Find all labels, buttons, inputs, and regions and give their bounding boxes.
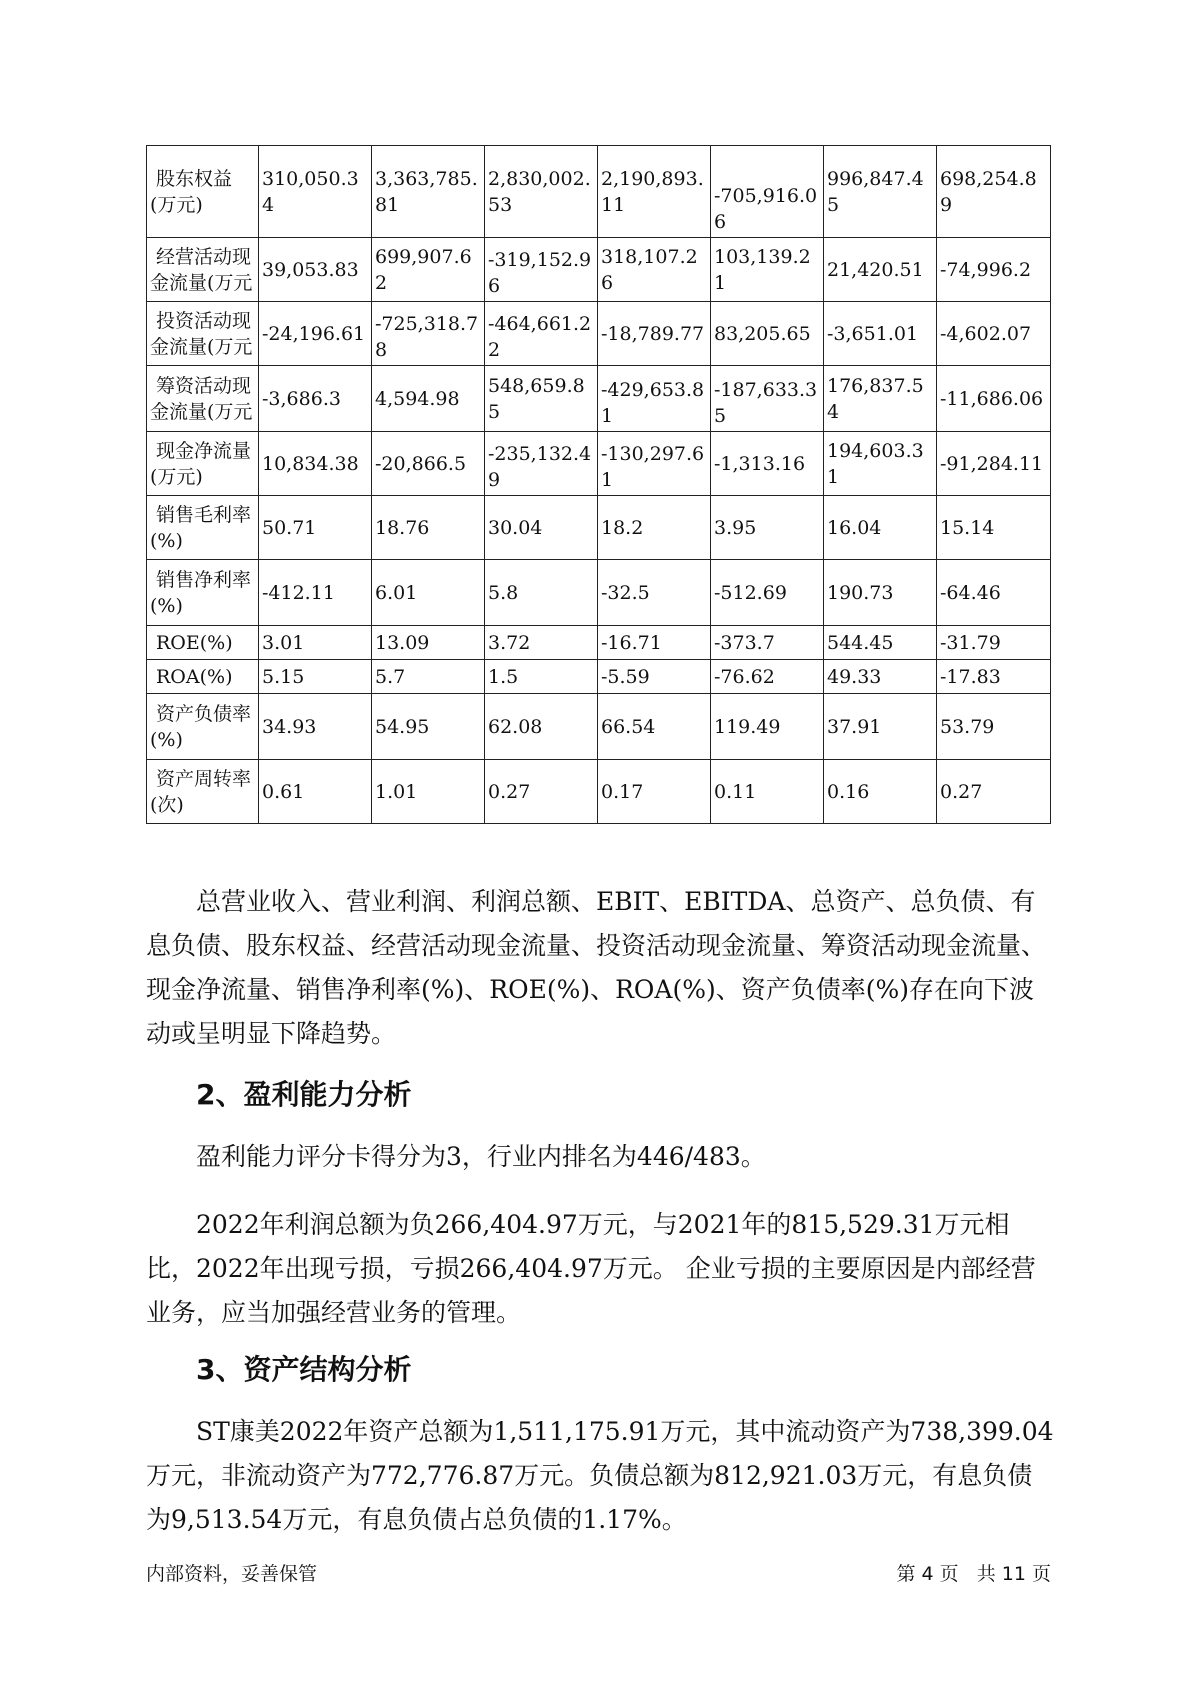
row-label: 经营活动现金流量(万元 xyxy=(147,238,259,302)
table-cell: 0.61 xyxy=(259,760,372,824)
footer-page-number: 第 4 页 共 11 页 xyxy=(896,1563,1051,1585)
table-cell: 0.11 xyxy=(711,760,824,824)
table-cell: 6.01 xyxy=(372,560,485,626)
table-cell: 54.95 xyxy=(372,694,485,760)
table-body xyxy=(147,146,1051,824)
table-row xyxy=(147,146,1051,238)
table-cell: 18.76 xyxy=(372,496,485,560)
table-cell: 3.01 xyxy=(259,626,372,660)
table-cell: 5.15 xyxy=(259,660,372,694)
table-cell: 0.17 xyxy=(598,760,711,824)
table-cell: -725,318.78 xyxy=(372,302,485,366)
table-cell: 996,847.45 xyxy=(824,146,937,238)
table-row xyxy=(147,626,1051,660)
summary-paragraph: 总营业收入、营业利润、利润总额、EBIT、EBITDA、总资产、总负债、有息负债、股东权益、经营活动现金流量、投资活动现金流量、筹资活动现金流量、现金净流量、销售净利率(%)、ROE(%)、ROA(%)、资产负债率(%)存在向下波动或呈明显下降趋势。 xyxy=(146,887,1047,1048)
table-cell: 2,190,893.11 xyxy=(598,146,711,238)
table-row xyxy=(147,694,1051,760)
table-cell: -20,866.5 xyxy=(372,432,485,496)
table-cell: 5.8 xyxy=(485,560,598,626)
row-label: 现金净流量(万元) xyxy=(147,432,259,496)
table-cell: 49.33 xyxy=(824,660,937,694)
table-cell: 30.04 xyxy=(485,496,598,560)
table-cell: -235,132.49 xyxy=(485,432,598,496)
table-cell: 62.08 xyxy=(485,694,598,760)
section-2-paragraph-1: 盈利能力评分卡得分为3，行业内排名为446/483。 xyxy=(196,1142,766,1171)
table-cell: 10,834.38 xyxy=(259,432,372,496)
table-row xyxy=(147,760,1051,824)
table-cell: 3.72 xyxy=(485,626,598,660)
table-cell: -91,284.11 xyxy=(937,432,1051,496)
table-cell: 310,050.34 xyxy=(259,146,372,238)
table-cell: 21,420.51 xyxy=(824,238,937,302)
table-cell: 18.2 xyxy=(598,496,711,560)
table-cell: -32.5 xyxy=(598,560,711,626)
table-cell: 37.91 xyxy=(824,694,937,760)
table-cell: -64.46 xyxy=(937,560,1051,626)
table-cell: 698,254.89 xyxy=(937,146,1051,238)
row-label: 资产负债率(%) xyxy=(147,694,259,760)
row-label: ROA(%) xyxy=(147,660,259,694)
table-cell: -412.11 xyxy=(259,560,372,626)
row-label: 筹资活动现金流量(万元 xyxy=(147,366,259,432)
table-cell: 0.27 xyxy=(937,760,1051,824)
table-cell: 1.5 xyxy=(485,660,598,694)
table-cell: 4,594.98 xyxy=(372,366,485,432)
table-cell: -429,653.81 xyxy=(598,366,711,432)
table-row xyxy=(147,366,1051,432)
table-cell: 190.73 xyxy=(824,560,937,626)
table-cell: -512.69 xyxy=(711,560,824,626)
table-row xyxy=(147,302,1051,366)
table-cell: 13.09 xyxy=(372,626,485,660)
table-cell: 16.04 xyxy=(824,496,937,560)
table-cell: 66.54 xyxy=(598,694,711,760)
table-cell: 103,139.21 xyxy=(711,238,824,302)
table-cell: -17.83 xyxy=(937,660,1051,694)
table-cell: 39,053.83 xyxy=(259,238,372,302)
table-cell: -11,686.06 xyxy=(937,366,1051,432)
row-label: 销售净利率(%) xyxy=(147,560,259,626)
table-row xyxy=(147,496,1051,560)
table-cell: -3,686.3 xyxy=(259,366,372,432)
section-3-paragraph-1: ST康美2022年资产总额为1,511,175.91万元，其中流动资产为738,399.04万元，非流动资产为772,776.87万元。负债总额为812,921.03万元，有息负债为9,513.54万元，有息负债占总负债的1.17%。 xyxy=(146,1417,1054,1534)
table-cell: -18,789.77 xyxy=(598,302,711,366)
table-cell: 544.45 xyxy=(824,626,937,660)
section-2-paragraph-2: 2022年利润总额为负266,404.97万元，与2021年的815,529.31万元相比，2022年出现亏损，亏损266,404.97万元。 企业亏损的主要原因是内部经营业务，应当加强经营业务的管理。 xyxy=(146,1210,1036,1327)
table-cell: 3,363,785.81 xyxy=(372,146,485,238)
table-cell: -5.59 xyxy=(598,660,711,694)
table-row xyxy=(147,238,1051,302)
table-cell: 119.49 xyxy=(711,694,824,760)
table-cell: 176,837.54 xyxy=(824,366,937,432)
table-row xyxy=(147,660,1051,694)
table-cell: 53.79 xyxy=(937,694,1051,760)
footer-confidential-note: 内部资料，妥善保管 xyxy=(146,1563,318,1585)
table-cell: -24,196.61 xyxy=(259,302,372,366)
table-cell: -74,996.2 xyxy=(937,238,1051,302)
table-cell: 318,107.26 xyxy=(598,238,711,302)
table-cell: -3,651.01 xyxy=(824,302,937,366)
table-cell: -130,297.61 xyxy=(598,432,711,496)
table-cell: 194,603.31 xyxy=(824,432,937,496)
table-cell: 3.95 xyxy=(711,496,824,560)
table-cell: 0.27 xyxy=(485,760,598,824)
section-3-heading: 3、资产结构分析 xyxy=(196,1353,412,1386)
section-2-heading: 2、盈利能力分析 xyxy=(196,1078,412,1111)
financial-table xyxy=(146,145,1051,824)
table-cell: 548,659.85 xyxy=(485,366,598,432)
table-cell: -76.62 xyxy=(711,660,824,694)
table-cell: -464,661.22 xyxy=(485,302,598,366)
row-label: 销售毛利率(%) xyxy=(147,496,259,560)
table-cell: 83,205.65 xyxy=(711,302,824,366)
table-cell: -373.7 xyxy=(711,626,824,660)
table-cell: -16.71 xyxy=(598,626,711,660)
table-cell: 0.16 xyxy=(824,760,937,824)
table-cell: 50.71 xyxy=(259,496,372,560)
table-cell: 5.7 xyxy=(372,660,485,694)
table-cell: 34.93 xyxy=(259,694,372,760)
row-label: 资产周转率(次) xyxy=(147,760,259,824)
table-cell: -187,633.35 xyxy=(711,366,824,432)
table-cell: 699,907.62 xyxy=(372,238,485,302)
table-cell: -319,152.96 xyxy=(485,238,598,302)
table-cell: 1.01 xyxy=(372,760,485,824)
table-cell: -705,916.06 xyxy=(711,146,824,238)
table-cell: 15.14 xyxy=(937,496,1051,560)
table-cell: -1,313.16 xyxy=(711,432,824,496)
table-cell: -4,602.07 xyxy=(937,302,1051,366)
table-row xyxy=(147,432,1051,496)
table-row xyxy=(147,560,1051,626)
row-label: 投资活动现金流量(万元 xyxy=(147,302,259,366)
table-cell: -31.79 xyxy=(937,626,1051,660)
row-label: ROE(%) xyxy=(147,626,259,660)
row-label: 股东权益(万元) xyxy=(147,146,259,238)
table-cell: 2,830,002.53 xyxy=(485,146,598,238)
